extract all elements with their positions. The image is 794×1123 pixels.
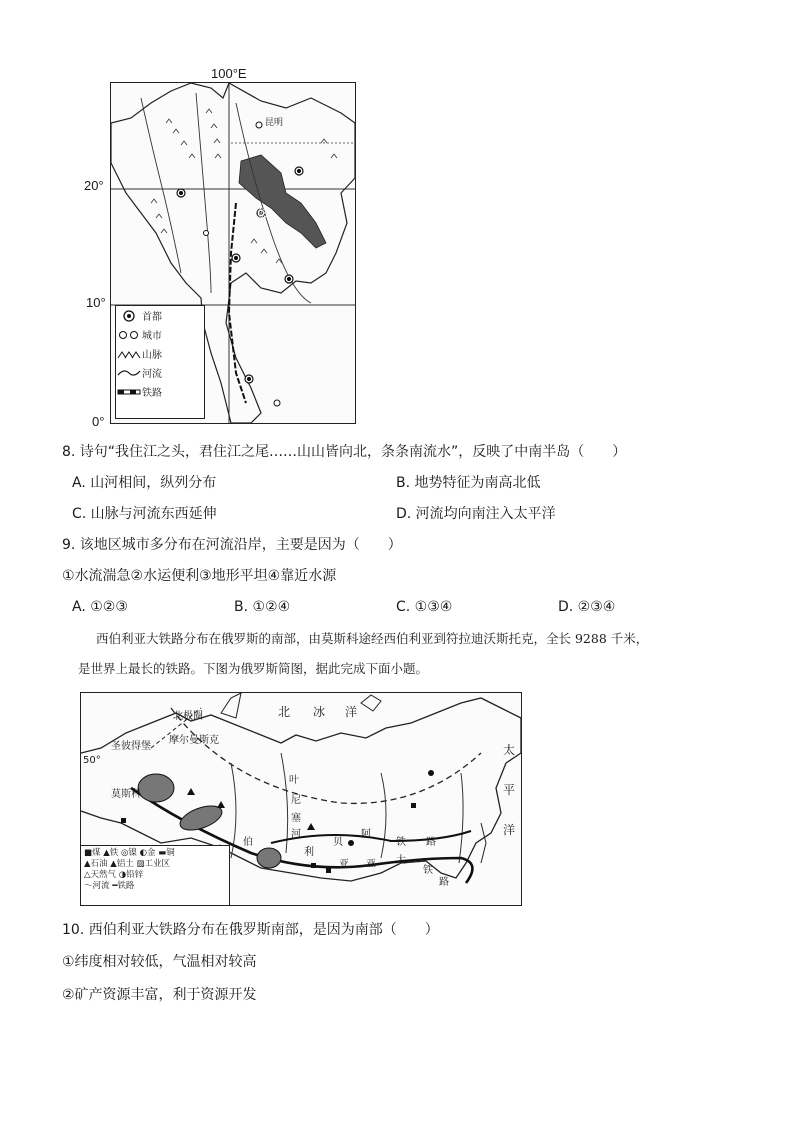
q9-option-b: B. ①②④ xyxy=(234,599,291,615)
legend-row-capital xyxy=(116,306,204,325)
moscow-label: 莫斯科 xyxy=(111,789,141,800)
q8-option-d: D. 河流均向南注入太平洋 xyxy=(396,506,556,522)
bam-char-4: 路 xyxy=(426,837,436,848)
map1-legend xyxy=(115,305,205,419)
bam-char-3: 铁 xyxy=(396,837,406,848)
pacific-char-3: 洋 xyxy=(503,823,516,837)
city-label-kunming: 昆明 xyxy=(265,118,284,128)
q8-option-c: C. 山脉与河流东西延伸 xyxy=(72,506,217,522)
lat-label-0: 0° xyxy=(92,414,105,429)
arctic-ocean-char-1: 北 xyxy=(278,705,291,719)
murmansk-label: 摩尔曼斯克 xyxy=(169,735,219,746)
arctic-circle-label: 北极圈 xyxy=(173,711,203,722)
q9-option-d: D. ②③④ xyxy=(558,599,616,615)
russia-map xyxy=(80,692,522,906)
west-siberia-char-3: 利 xyxy=(304,847,314,858)
legend-label-capital: 首都 xyxy=(142,312,162,323)
lat-label-10: 10° xyxy=(86,295,106,310)
lat-50-label: 50° xyxy=(83,755,101,766)
west-siberia-char-2: 伯 xyxy=(243,837,253,848)
passage-line-2: 是世界上最长的铁路。下图为俄罗斯简图，据此完成下面小题。 xyxy=(78,661,429,676)
q10-statement-2: ②矿产资源丰富，利于资源开发 xyxy=(62,987,257,1003)
railway-icon xyxy=(116,387,142,397)
q9-statements: ①水流湍急②水运便利③地形平坦④靠近水源 xyxy=(62,568,337,584)
west-siberia-char-4: 亚 xyxy=(339,859,349,870)
q10-stem: 10. 西伯利亚大铁路分布在俄罗斯南部，是因为南部（ ） xyxy=(62,922,439,938)
legend-row-1: ■煤 ▲铁 ◎镍 ◐金 ▬铜 xyxy=(84,848,175,858)
q8-option-b: B. 地势特征为南高北低 xyxy=(396,475,541,491)
q8-stem: 8. 诗句“我住江之头，君住江之尾……山山皆向北，条条南流水”，反映了中南半岛（ ） xyxy=(62,444,627,460)
arctic-ocean-char-3: 洋 xyxy=(345,705,358,719)
legend-row-railway xyxy=(116,382,204,401)
pacific-char-1: 太 xyxy=(503,743,516,757)
legend-row-4: ～河流 ━铁路 xyxy=(84,881,135,891)
legend-row-river xyxy=(116,363,204,382)
tsr-char-3: 铁 xyxy=(423,865,433,876)
legend-label-city: 城市 xyxy=(142,331,162,342)
river-icon xyxy=(116,367,142,379)
legend-row-mountain xyxy=(116,344,204,363)
q10-statement-1: ①纬度相对较低，气温相对较高 xyxy=(62,954,257,970)
legend-row-3: △天然气 ◑铅锌 xyxy=(84,870,144,880)
city-label-vientiane: 万象 xyxy=(247,209,267,220)
russia-map-legend xyxy=(81,845,230,906)
legend-row-city xyxy=(116,325,204,344)
yenisei-char-4: 河 xyxy=(291,829,301,840)
indochina-map xyxy=(110,82,356,424)
legend-row-2: ▲石油 ▲铝土 ▨工业区 xyxy=(84,859,171,869)
st-petersburg-label: 圣彼得堡 xyxy=(111,741,151,752)
yenisei-char-2: 尼 xyxy=(291,795,301,806)
q9-option-c: C. ①③④ xyxy=(396,599,453,615)
q9-stem: 9. 该地区城市多分布在河流沿岸，主要是因为（ ） xyxy=(62,537,402,553)
legend-label-mountain: 山脉 xyxy=(142,350,162,361)
pacific-char-2: 平 xyxy=(503,783,516,797)
city-icon xyxy=(116,329,142,341)
capital-icon xyxy=(116,309,142,323)
legend-label-railway: 铁路 xyxy=(142,388,162,399)
arctic-ocean-char-2: 冰 xyxy=(313,705,326,719)
q8-option-a: A. 山河相间，纵列分布 xyxy=(72,475,217,491)
passage-line-1: 西伯利亚大铁路分布在俄罗斯的南部，由莫斯科途经西伯利亚到符拉迪沃斯托克，全长 9288 千米， xyxy=(96,631,649,646)
longitude-label: 100°E xyxy=(211,66,247,81)
bam-char-2: 阿 xyxy=(361,829,371,840)
tsr-char-1: 亚 xyxy=(366,859,376,870)
mountain-icon xyxy=(116,348,142,360)
legend-label-river: 河流 xyxy=(142,369,162,380)
yenisei-char-1: 叶 xyxy=(289,775,299,786)
yenisei-char-3: 塞 xyxy=(291,813,301,824)
bam-char-1: 贝 xyxy=(333,837,343,848)
lat-label-20: 20° xyxy=(84,178,104,193)
tsr-char-2: 大 xyxy=(396,855,406,866)
q9-option-a: A. ①②③ xyxy=(72,599,128,615)
tsr-char-4: 路 xyxy=(439,877,449,888)
